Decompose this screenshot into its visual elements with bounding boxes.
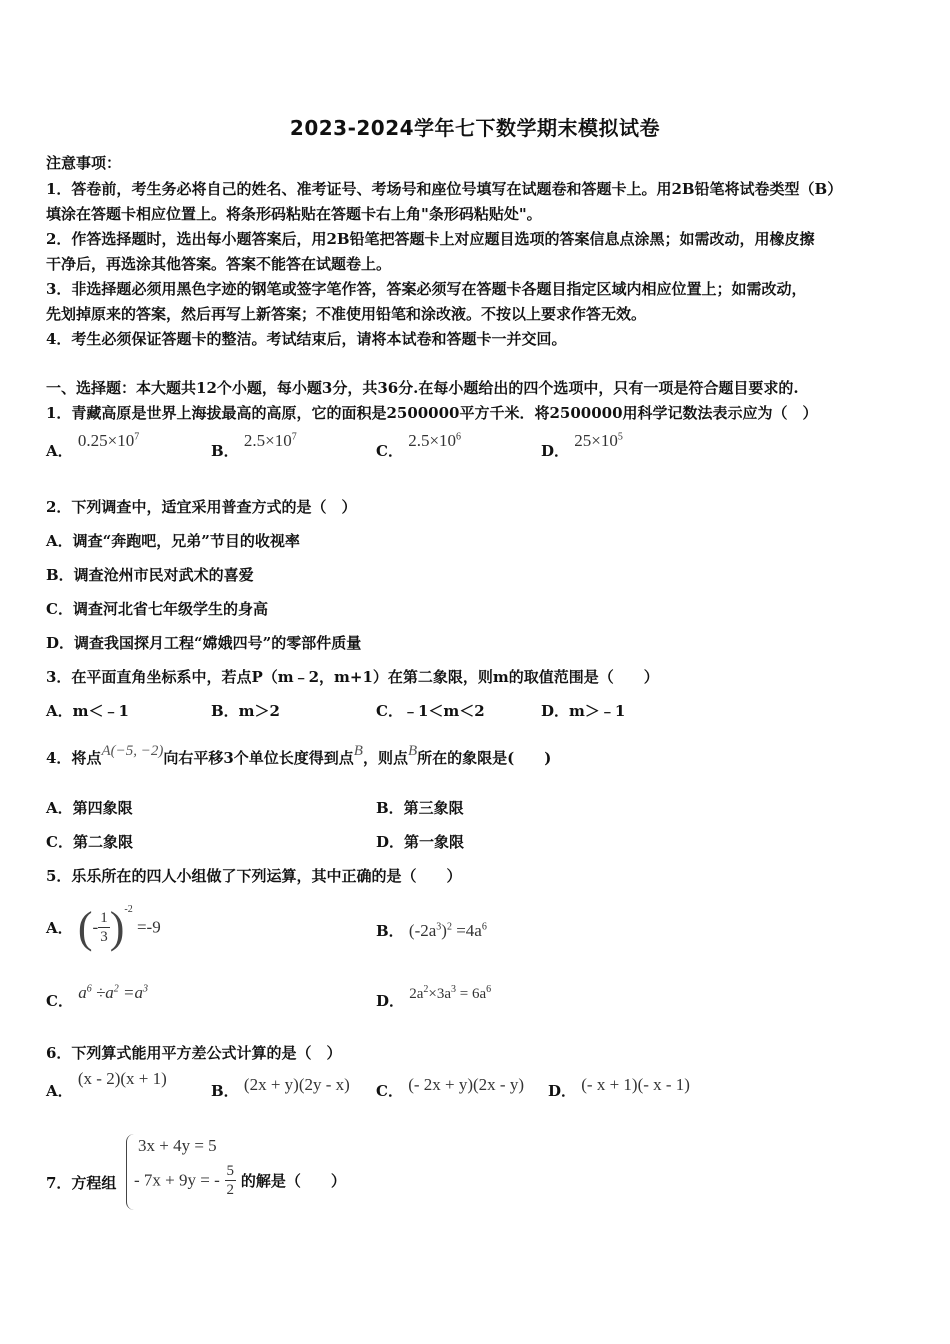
option-label: B． xyxy=(211,442,239,460)
option-label: B． xyxy=(376,922,404,940)
mantissa: 2.5×10 xyxy=(243,431,292,450)
notice-line: 填涂在答题卡相应位置上。将条形码粘贴在答题卡右上角"条形码粘贴处"。 xyxy=(46,205,542,223)
q5-option-b xyxy=(376,920,487,941)
notice-line: 4．考生必须保证答题卡的整洁。考试结束后，请将本试卷和答题卡一并交回。 xyxy=(46,330,567,348)
math-expression xyxy=(244,431,297,450)
q4-option-c: C．第二象限 xyxy=(46,833,133,851)
q5-option-a xyxy=(46,902,161,953)
option-label: A． xyxy=(46,919,73,937)
equation-2 xyxy=(134,1162,346,1199)
stem-text: 向右平移3个单位长度得到点 xyxy=(163,749,354,767)
q6-option-c xyxy=(376,1075,524,1101)
numerator: 1 xyxy=(100,910,108,926)
exponent: 2 xyxy=(446,921,452,933)
mantissa: 0.25×10 xyxy=(77,431,135,450)
equation-2-left: - 7x + 9y = - xyxy=(134,1170,220,1190)
exponent: 6 xyxy=(486,984,492,995)
exponent: 7 xyxy=(134,431,140,443)
math-expression xyxy=(409,986,491,1002)
denominator: 2 xyxy=(226,1182,235,1198)
denominator: 3 xyxy=(100,929,108,945)
paren-close: ) xyxy=(109,903,125,952)
mantissa: 2.5×10 xyxy=(408,431,457,450)
q4-option-a: A．第四象限 xyxy=(46,799,133,817)
stem-text: 4．将点 xyxy=(46,749,102,767)
math-expression: (2x + y)(2y - x) xyxy=(243,1075,350,1094)
option-label: D． xyxy=(541,442,570,460)
exponent: 3 xyxy=(451,984,457,995)
math-expression xyxy=(574,431,623,450)
q2-option-c: C．调查河北省七年级学生的身高 xyxy=(46,600,268,618)
option-label: D． xyxy=(376,992,405,1010)
q6-option-b xyxy=(211,1075,350,1101)
math-expression xyxy=(409,921,487,940)
equation-1: 3x + 4y = 5 xyxy=(138,1136,217,1155)
exponent: 6 xyxy=(481,921,487,933)
q3-option-c: C．﹣1＜m＜2 xyxy=(376,702,485,720)
q2-option-b: B．调查沧州市民对武术的喜爱 xyxy=(46,566,254,584)
expr: (-2a xyxy=(408,921,437,940)
expr: =a xyxy=(123,983,144,1002)
numerator: 5 xyxy=(226,1163,235,1179)
q3-option-b: B．m＞2 xyxy=(211,702,280,720)
option-label: C． xyxy=(376,442,403,460)
exponent: 3 xyxy=(436,921,442,933)
minus-sign: - xyxy=(92,917,99,937)
q2-option-d: D．调查我国探月工程“嫦娥四号”的零部件质量 xyxy=(46,634,362,652)
notice-line: 3．非选择题必须用黑色字迹的钢笔或签字笔作答，答案必须写在答题卡各题目指定区域内相应位置上；如需改动， xyxy=(46,280,807,298)
expr: 2a xyxy=(409,986,424,1002)
stem-text: 所在的象限是( ) xyxy=(417,749,552,767)
point-b: B xyxy=(407,743,418,759)
q5-option-c xyxy=(46,983,149,1011)
q4-option-b: B．第三象限 xyxy=(376,799,464,817)
exponent: -2 xyxy=(124,904,133,915)
point-a: A(−5, −2) xyxy=(101,743,164,759)
q1-option-a xyxy=(46,431,140,461)
page-title: 2023-2024学年七下数学期末模拟试卷 xyxy=(289,116,661,140)
question-6-stem: 6．下列算式能用平方差公式计算的是（ ） xyxy=(46,1044,342,1062)
question-4-stem xyxy=(46,743,552,768)
expr: ÷a xyxy=(95,983,114,1002)
fraction xyxy=(225,1162,237,1199)
question-5-stem: 5．乐乐所在的四人小组做了下列运算，其中正确的是（ ） xyxy=(46,867,462,885)
question-2-stem: 2．下列调查中，适宜采用普查方式的是（ ） xyxy=(46,498,357,516)
fraction xyxy=(98,909,110,946)
option-label: D． xyxy=(548,1082,577,1100)
option-label: A． xyxy=(46,442,73,460)
question-3-stem: 3．在平面直角坐标系中，若点P（m﹣2，m+1）在第二象限，则m的取值范围是（ ） xyxy=(46,668,659,686)
notice-line: 2．作答选择题时，选出每小题答案后，用2B铅笔把答题卡上对应题目选项的答案信息点涂黑；如需改动，用橡皮擦 xyxy=(46,230,815,248)
exponent: 7 xyxy=(291,431,297,443)
q1-option-d xyxy=(541,431,623,461)
paren-open: ( xyxy=(77,903,93,952)
math-expression xyxy=(408,431,461,450)
math-expression xyxy=(78,902,161,953)
option-label: C． xyxy=(376,1082,403,1100)
section-heading: 一、选择题：本大题共12个小题，每小题3分，共36分.在每小题给出的四个选项中，只有一项是符合题目要求的. xyxy=(46,379,799,397)
q5-option-d xyxy=(376,984,492,1011)
q3-option-d: D．m＞﹣1 xyxy=(541,702,626,720)
q1-option-b xyxy=(211,431,297,461)
rhs: =-9 xyxy=(136,917,161,937)
notice-heading: 注意事项： xyxy=(46,154,122,172)
question-7-stem-suffix: 的解是（ ） xyxy=(240,1172,346,1190)
q4-option-d: D．第一象限 xyxy=(376,833,465,851)
q6-option-d xyxy=(548,1075,690,1101)
math-expression: (- 2x + y)(2x - y) xyxy=(408,1075,524,1094)
exponent: 2 xyxy=(113,983,119,995)
exponent: 6 xyxy=(456,431,462,443)
q2-option-a: A．调查“奔跑吧，兄弟”节目的收视率 xyxy=(46,532,300,550)
math-expression xyxy=(78,983,148,1002)
q6-option-a xyxy=(46,1069,167,1101)
notice-line: 1．答卷前，考生务必将自己的姓名、准考证号、考场号和座位号填写在试题卷和答题卡上。用2B铅笔将试卷类型（B） xyxy=(46,180,843,198)
option-label: B． xyxy=(211,1082,239,1100)
exponent: 5 xyxy=(617,431,623,443)
expr: = 6a xyxy=(459,986,487,1002)
option-label: C． xyxy=(46,992,73,1010)
math-expression xyxy=(78,431,139,450)
math-expression: (x - 2)(x + 1) xyxy=(77,1069,167,1088)
question-1-stem: 1．青藏高原是世界上海拔最高的高原，它的面积是2500000平方千米．将2500000用科学记数法表示应为（ ） xyxy=(46,404,818,422)
exponent: 3 xyxy=(143,983,149,995)
point-b: B xyxy=(353,743,363,759)
exponent: 2 xyxy=(423,984,429,995)
stem-text: ，则点 xyxy=(362,749,408,767)
expr: a xyxy=(78,983,87,1002)
q3-option-a: A．m＜﹣1 xyxy=(46,702,129,720)
mantissa: 25×10 xyxy=(574,431,618,450)
expr: ×3a xyxy=(428,986,452,1002)
math-expression: (- x + 1)(- x - 1) xyxy=(581,1075,690,1094)
notice-line: 干净后，再选涂其他答案。答案不能答在试题卷上。 xyxy=(46,255,392,273)
q1-option-c xyxy=(376,431,462,461)
exponent: 6 xyxy=(86,983,92,995)
notice-line: 先划掉原来的答案，然后再写上新答案；不准使用铅笔和涂改液。不按以上要求作答无效。 xyxy=(46,305,647,323)
rhs: =4a xyxy=(456,921,482,940)
paren-close: ) xyxy=(441,921,447,940)
question-7-stem-prefix: 7．方程组 xyxy=(46,1174,117,1192)
option-label: A． xyxy=(46,1082,73,1100)
